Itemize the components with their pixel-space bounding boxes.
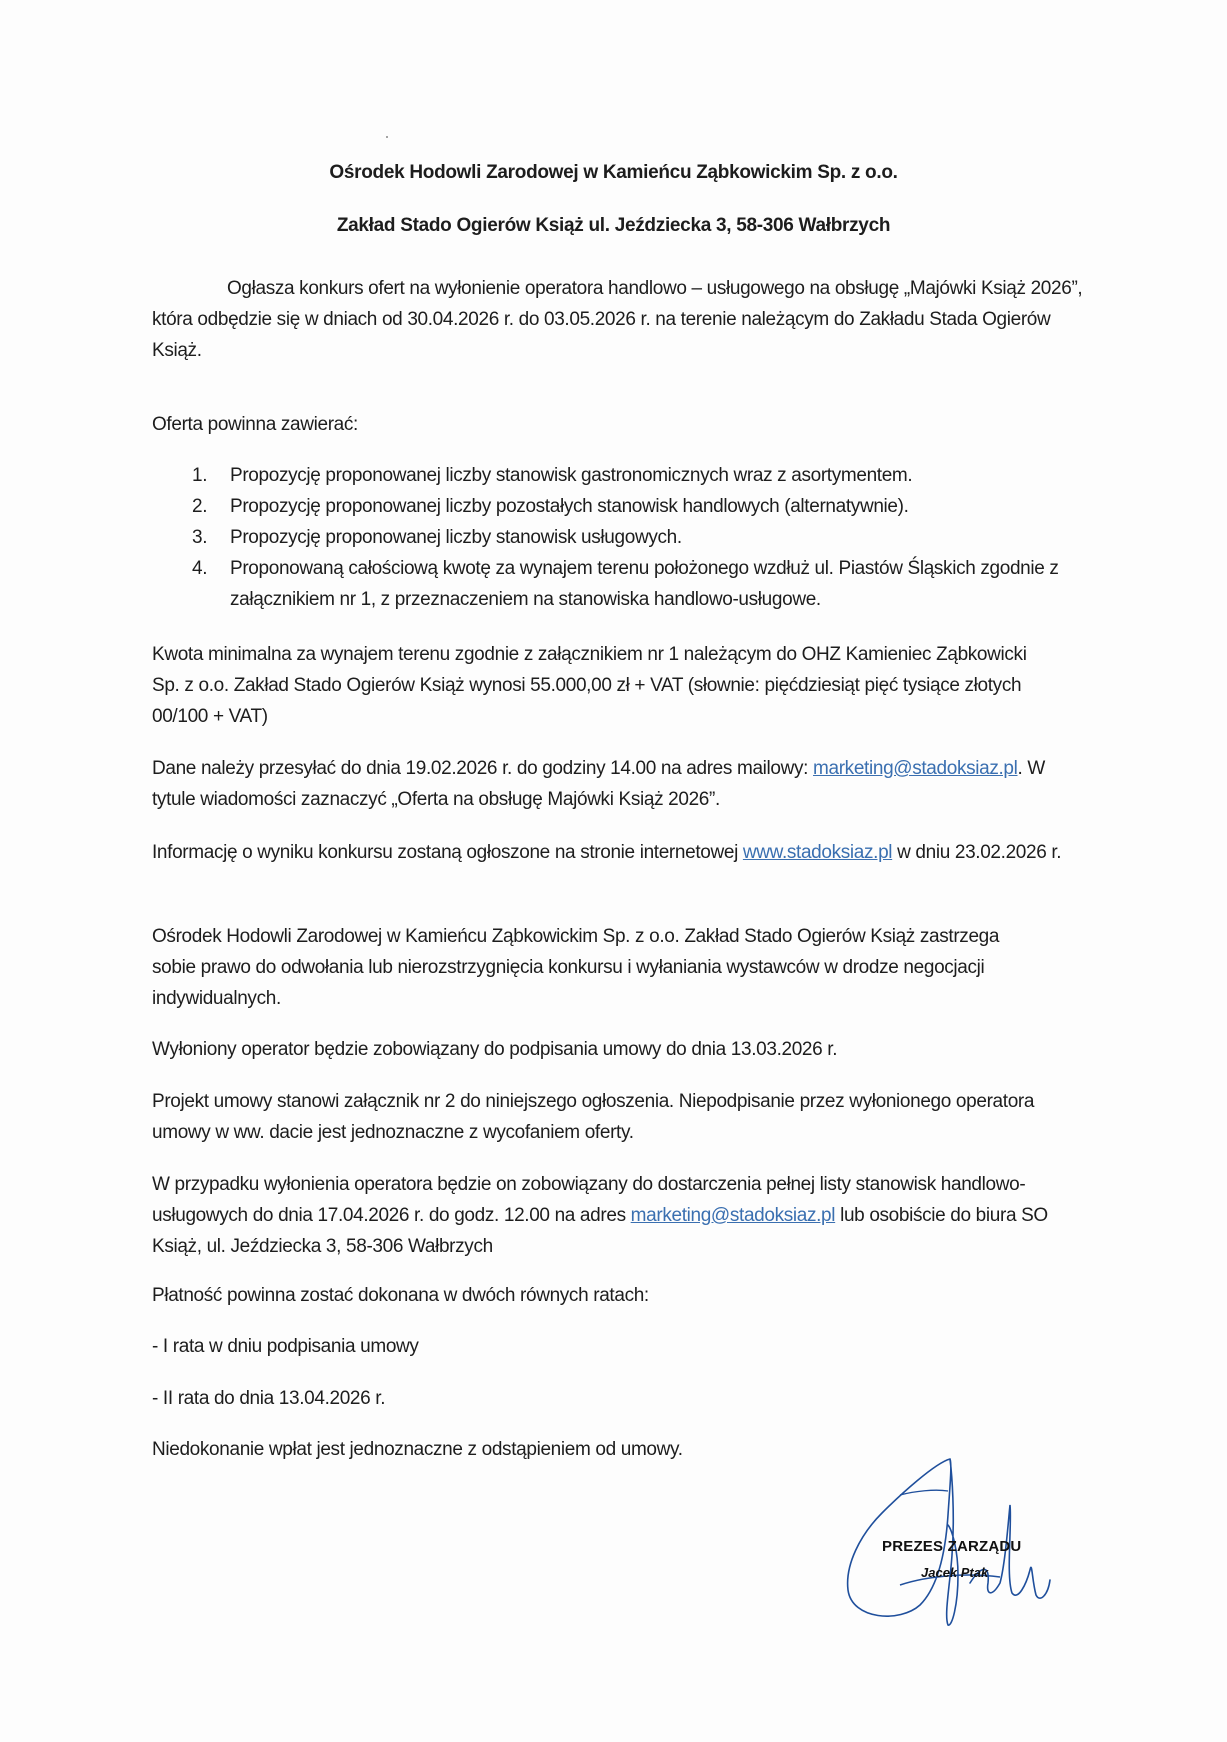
signing-deadline-paragraph: Wyłoniony operator będzie zobowiązany do podpisania umowy do dnia 13.03.2026 r. [152, 1039, 838, 1060]
stand-list-text-end: lub osobiście do biura SO Książ, ul. Jeździecka 3, 58-306 Wałbrzych [152, 1205, 1048, 1257]
list-item-text: Propozycję proponowanej liczby pozostałych stanowisk handlowych (alternatywnie). [230, 496, 909, 517]
submission-text-end: . W tytule wiadomości zaznaczyć „Oferta na obsługę Majówki Książ 2026”. [152, 758, 1045, 810]
offer-requirements-list [192, 460, 1072, 615]
results-info-text-end: w dniu 23.02.2026 r. [892, 842, 1062, 863]
list-item [192, 553, 1072, 615]
offer-heading: Oferta powinna zawierać: [152, 414, 358, 435]
website-link[interactable]: www.stadoksiaz.pl [742, 842, 893, 863]
list-number: 1. [192, 465, 208, 486]
non-payment-paragraph: Niedokonanie wpłat jest jednoznaczne z odstąpieniem od umowy. [152, 1439, 683, 1460]
stand-list-text: W przypadku wyłonienia operatora będzie on zobowiązany do dostarczenia pełnej listy stanowisk handlowo-usługowych do dnia 17.04.2026 r. do godz. 12.00 na adres [152, 1174, 1026, 1226]
contract-draft-paragraph: Projekt umowy stanowi załącznik nr 2 do niniejszego ogłoszenia. Niepodpisanie przez wyłonionego operatora umowy w ww. dacie jest jednoznaczne z wycofaniem oferty. [152, 1091, 1035, 1143]
submission-text: Dane należy przesyłać do dnia 19.02.2026 r. do godziny 14.00 na adres mailowy: [152, 758, 814, 779]
results-info-text: Informację o wyniku konkursu zostaną ogłoszone na stronie internetowej [152, 842, 743, 863]
intro-paragraph: Ogłasza konkurs ofert na wyłonienie operatora handlowo – usługowego na obsługę „Majówki Książ 2026”, która odbędzie się w dniach od 30.04.2026 r. do 03.05.2026 r. na terenie należącym do Zakładu Stada Ogierów Książ. [152, 278, 1083, 361]
signature-title: PREZES ZARZĄDU [882, 1538, 1022, 1555]
submission-paragraph [152, 753, 1072, 815]
list-number: 3. [192, 527, 208, 548]
installment-2: - II rata do dnia 13.04.2026 r. [152, 1388, 386, 1409]
minimum-amount-paragraph: Kwota minimalna za wynajem terenu zgodnie z załącznikiem nr 1 należącym do OHZ Kamieniec Ząbkowicki Sp. z o.o. Zakład Stado Ogierów Książ wynosi 55.000,00 zł + VAT (słownie: pięćdziesiąt pięć tysiące złotych 00/100 + VAT) [152, 644, 1027, 727]
list-item [192, 460, 1072, 491]
list-item-text: Propozycję proponowanej liczby stanowisk usługowych. [230, 527, 682, 548]
scan-speck [386, 136, 388, 138]
list-item-text: Proponowaną całościową kwotę za wynajem terenu położonego wzdłuż ul. Piastów Śląskich zgodnie z załącznikiem nr 1, z przeznaczeniem na stanowiska handlowo-usługowe. [230, 558, 1059, 610]
reservation-paragraph: Ośrodek Hodowli Zarodowej w Kamieńcu Ząbkowickim Sp. z o.o. Zakład Stado Ogierów Książ zastrzega sobie prawo do odwołania lub nierozstrzygnięcia konkursu i wyłaniania wystawców w drodze negocjacji indywidualnych. [152, 926, 1000, 1009]
email-link[interactable]: marketing@stadoksiaz.pl [813, 758, 1018, 779]
list-item-text: Propozycję proponowanej liczby stanowisk gastronomicznych wraz z asortymentem. [230, 465, 913, 486]
payment-heading: Płatność powinna zostać dokonana w dwóch równych ratach: [152, 1285, 649, 1306]
stand-list-paragraph [152, 1169, 1067, 1262]
list-item [192, 522, 1072, 553]
installment-1: - I rata w dniu podpisania umowy [152, 1336, 419, 1357]
header-company: Ośrodek Hodowli Zarodowej w Kamieńcu Ząbkowickim Sp. z o.o. [329, 162, 898, 183]
list-item [192, 491, 1072, 522]
header-address: Zakład Stado Ogierów Książ ul. Jeździecka 3, 58-306 Wałbrzych [336, 215, 891, 236]
email-link[interactable]: marketing@stadoksiaz.pl [630, 1205, 836, 1226]
results-info-paragraph [152, 837, 1077, 868]
list-number: 4. [192, 558, 208, 579]
list-number: 2. [192, 496, 208, 517]
signature-name: Jacek Ptak [921, 1565, 989, 1580]
